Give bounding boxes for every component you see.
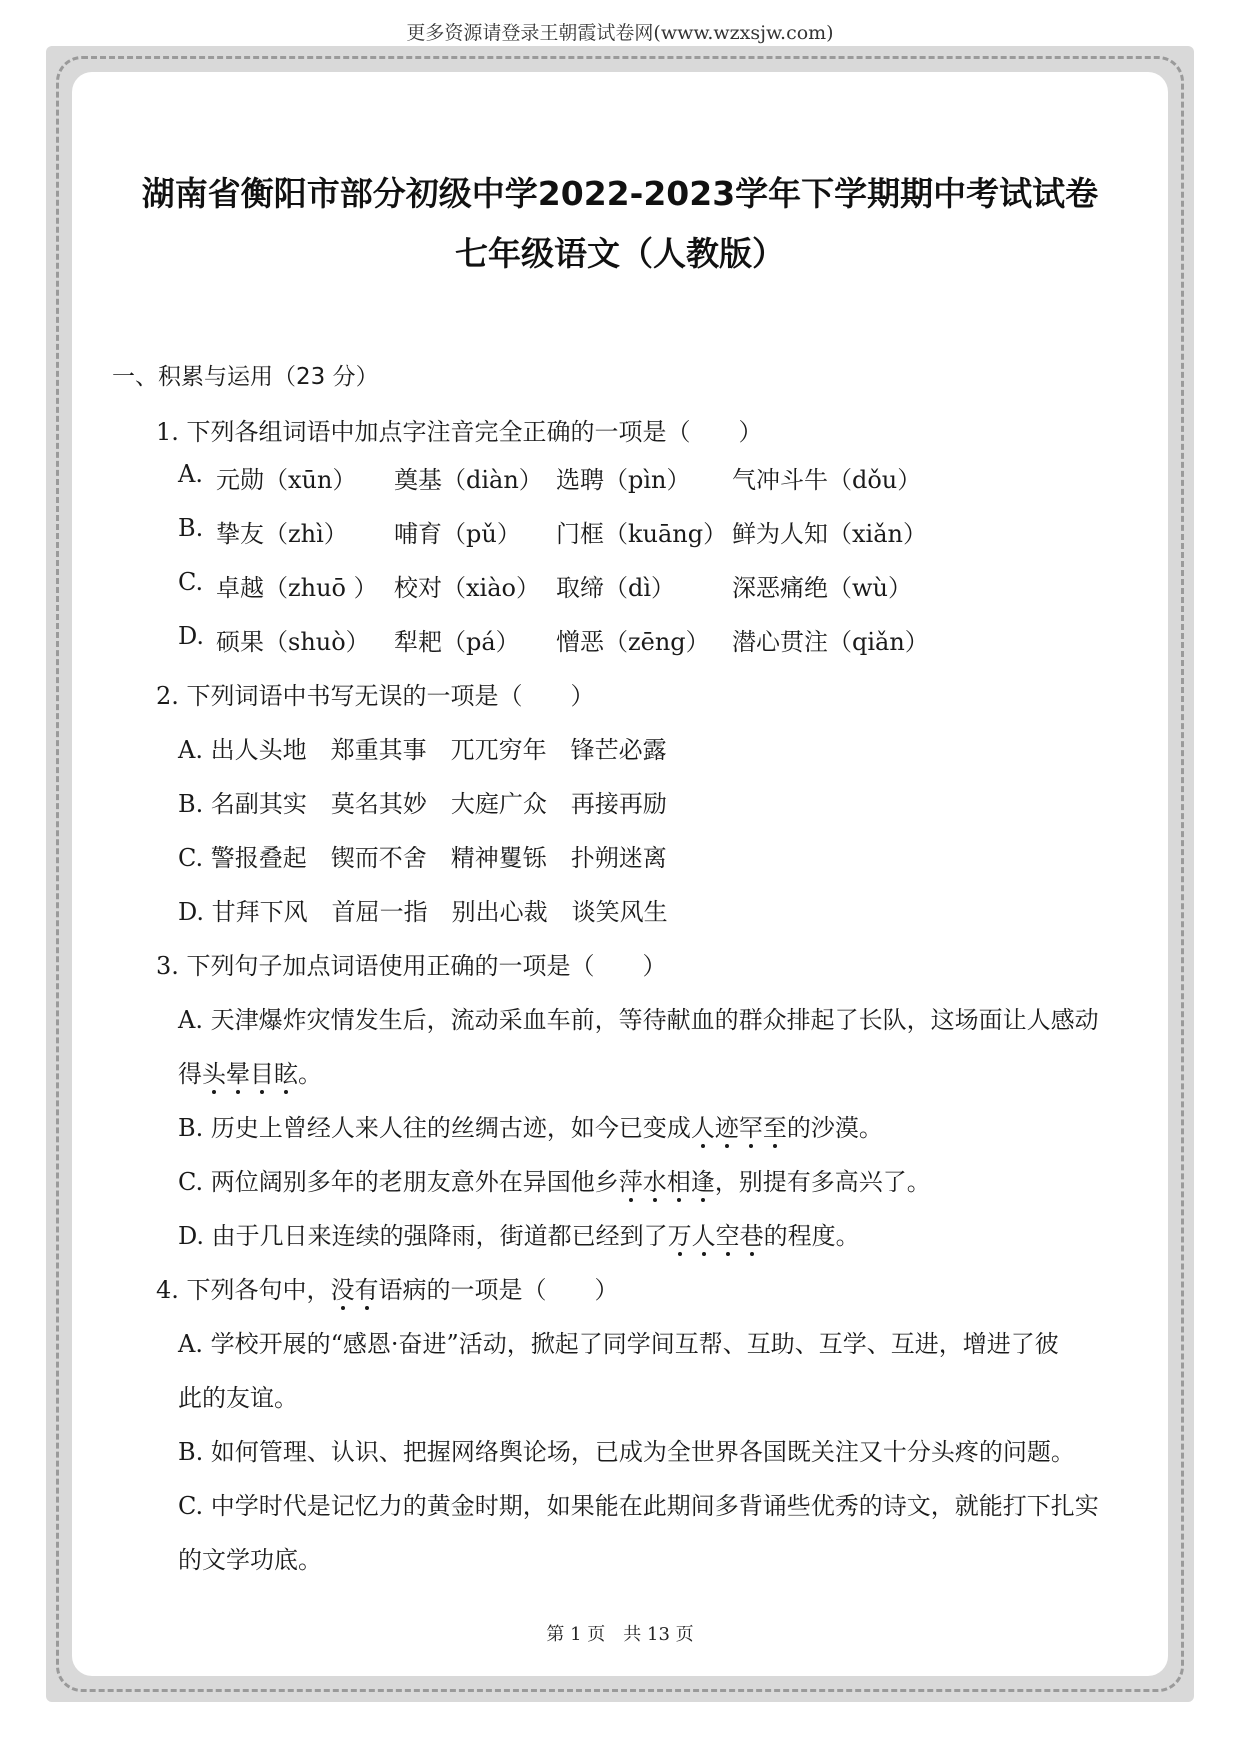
- q3-option-c: [178, 1162, 931, 1197]
- emphasis-char: 目: [250, 1054, 274, 1089]
- option-term: 元勋（xūn）: [216, 466, 357, 494]
- option-label: B.: [178, 514, 204, 542]
- q4-option-a-cont: 此的友谊。: [178, 1384, 298, 1412]
- dotted-phrase: [619, 1168, 715, 1196]
- dotted-phrase: [691, 1114, 787, 1142]
- q4-option-c-cont: 的文学功底。: [178, 1546, 322, 1574]
- option-term: 气冲斗牛（dǒu）: [732, 466, 922, 494]
- emphasis-char: 至: [763, 1108, 787, 1143]
- question-3-stem: 3. 下列句子加点词语使用正确的一项是（ ）: [156, 952, 667, 980]
- option-term: 哺育（pǔ）: [394, 520, 521, 548]
- exam-subtitle: 七年级语文（人教版）: [455, 234, 785, 273]
- emphasis-char: 晕: [226, 1054, 250, 1089]
- text-run: 的沙漠。: [786, 1114, 883, 1142]
- q3-option-b: [178, 1108, 883, 1143]
- emphasis-char: 没: [331, 1270, 355, 1305]
- option-term: 憎恶（zēng）: [556, 628, 710, 656]
- option-label: A.: [178, 460, 203, 488]
- option-term: 潜心贯注（qiǎn）: [732, 628, 929, 656]
- text-run: 4. 下列各句中，: [156, 1276, 331, 1304]
- emphasis-char: 水: [643, 1162, 667, 1197]
- q2-option-c: C. 警报叠起 锲而不舍 精神矍铄 扑朔迷离: [178, 844, 667, 872]
- q4-option-a: A. 学校开展的“感恩·奋进”活动，掀起了同学间互帮、互助、互学、互进，增进了彼: [178, 1330, 1059, 1358]
- emphasis-char: 人: [692, 1216, 716, 1251]
- question-2-stem: 2. 下列词语中书写无误的一项是（ ）: [156, 682, 595, 710]
- emphasis-char: 头: [202, 1054, 226, 1089]
- option-term: 硕果（shuò）: [216, 628, 370, 656]
- option-label: D.: [178, 622, 205, 650]
- exam-title: 湖南省衡阳市部分初级中学2022-2023学年下学期期中考试试卷: [141, 174, 1099, 213]
- dotted-phrase: [202, 1060, 298, 1088]
- q2-option-a: A. 出人头地 郑重其事 兀兀穷年 锋芒必露: [178, 736, 667, 764]
- q3-option-a-cont: [178, 1054, 322, 1089]
- text-run: D. 由于几日来连续的强降雨，街道都已经到了: [178, 1222, 668, 1250]
- dotted-phrase: [331, 1276, 379, 1304]
- emphasis-char: 逢: [691, 1162, 715, 1197]
- option-term: 选聘（pìn）: [556, 466, 691, 494]
- page-footer: 第 1 页 共 13 页: [546, 1624, 694, 1645]
- emphasis-char: 迹: [715, 1108, 739, 1143]
- emphasis-char: 萍: [619, 1162, 643, 1197]
- dotted-phrase: [668, 1222, 764, 1250]
- question-4-stem: [156, 1270, 619, 1305]
- text-run: 。: [298, 1060, 322, 1088]
- text-run: 的程度。: [763, 1222, 860, 1250]
- emphasis-char: 有: [355, 1270, 379, 1305]
- text-run: C. 两位阔别多年的老朋友意外在异国他乡: [178, 1168, 619, 1196]
- q3-option-a: A. 天津爆炸灾情发生后，流动采血车前，等待献血的群众排起了长队，这场面让人感动: [178, 1006, 1099, 1034]
- section-heading: 一、积累与运用（23 分）: [112, 364, 379, 390]
- text-run: ，别提有多高兴了。: [714, 1168, 931, 1196]
- q2-option-d: D. 甘拜下风 首屈一指 别出心裁 谈笑风生: [178, 898, 668, 926]
- text-run: 语病的一项是（ ）: [378, 1276, 619, 1304]
- emphasis-char: 人: [691, 1108, 715, 1143]
- text-run: B. 历史上曾经人来人往的丝绸古迹，如今已变成: [178, 1114, 691, 1142]
- option-term: 深恶痛绝（wù）: [732, 574, 912, 602]
- q4-option-c: C. 中学时代是记忆力的黄金时期，如果能在此期间多背诵些优秀的诗文，就能打下扎实: [178, 1492, 1099, 1520]
- option-term: 卓越（zhuō ）: [216, 574, 378, 602]
- emphasis-char: 巷: [740, 1216, 764, 1251]
- emphasis-char: 罕: [739, 1108, 763, 1143]
- option-label: C.: [178, 568, 204, 596]
- emphasis-char: 空: [716, 1216, 740, 1251]
- option-term: 挚友（zhì）: [216, 520, 348, 548]
- emphasis-char: 眩: [274, 1054, 298, 1089]
- option-term: 奠基（diàn）: [394, 466, 543, 494]
- q3-option-d: [178, 1216, 860, 1251]
- text-run: 得: [178, 1060, 202, 1088]
- q4-option-b: B. 如何管理、认识、把握网络舆论场，已成为全世界各国既关注又十分头疼的问题。: [178, 1438, 1075, 1466]
- header-note: 更多资源请登录王朝霞试卷网(www.wzxsjw.com): [406, 22, 834, 44]
- q2-option-b: B. 名副其实 莫名其妙 大庭广众 再接再励: [178, 790, 667, 818]
- emphasis-char: 万: [668, 1216, 692, 1251]
- question-1-stem: 1. 下列各组词语中加点字注音完全正确的一项是（ ）: [156, 418, 763, 446]
- option-term: 取缔（dì）: [556, 574, 676, 602]
- option-term: 校对（xiào）: [394, 574, 540, 602]
- emphasis-char: 相: [667, 1162, 691, 1197]
- option-term: 门框（kuāng）: [556, 520, 728, 548]
- option-term: 犁耙（pá）: [394, 628, 520, 656]
- option-term: 鲜为人知（xiǎn）: [732, 520, 927, 548]
